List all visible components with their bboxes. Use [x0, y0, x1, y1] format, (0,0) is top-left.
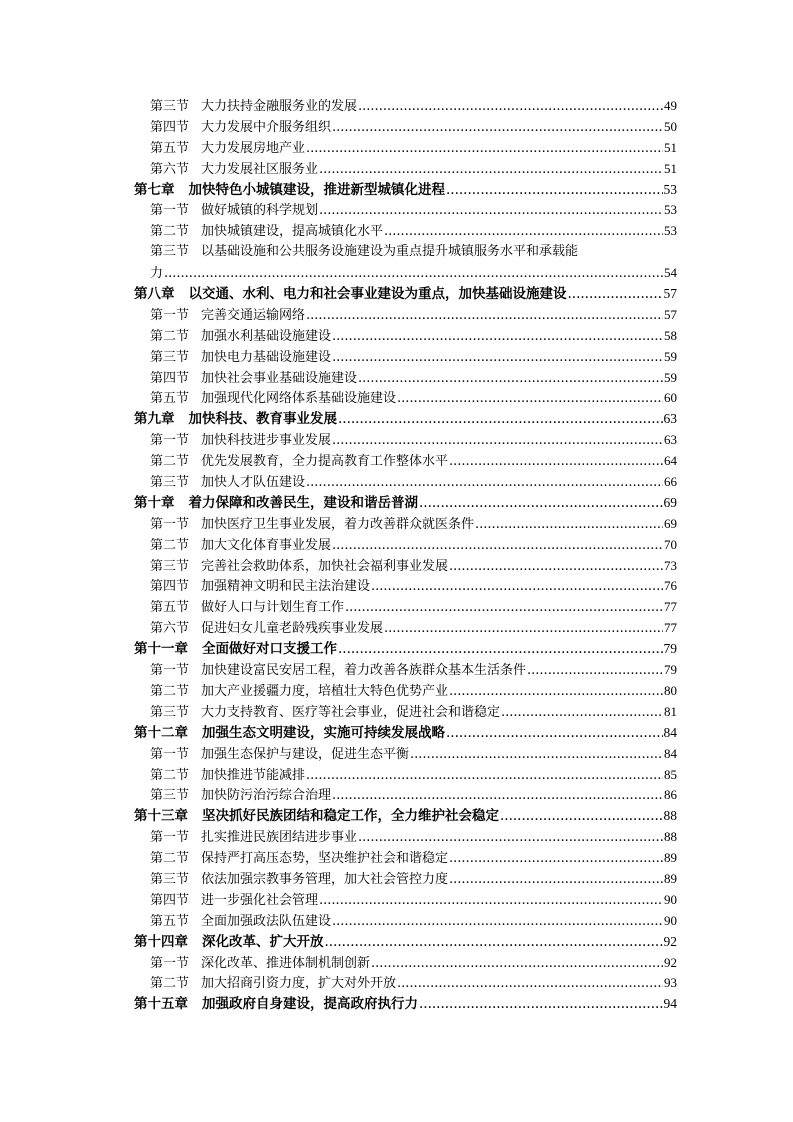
toc-entry-number: 第三节 [150, 349, 190, 365]
toc-section-entry[interactable] [0, 785, 793, 806]
toc-entry-number: 第八章 [134, 286, 175, 303]
toc-entry-number: 第三节 [150, 788, 190, 804]
toc-entry-number: 第二节 [150, 683, 190, 699]
toc-entry-title: 进一步强化社会管理 [201, 892, 319, 908]
dot-leader [500, 806, 663, 827]
toc-page-number: 76 [664, 578, 677, 594]
toc-entry-number: 第九章 [134, 411, 175, 428]
toc-entry-title: 加大产业援疆力度，培植壮大特色优势产业 [201, 683, 449, 699]
toc-chapter-entry[interactable] [0, 932, 793, 953]
toc-section-entry[interactable] [0, 660, 793, 681]
dot-leader [384, 619, 663, 640]
toc-page-number: 79 [664, 662, 677, 678]
dot-leader [446, 723, 663, 744]
toc-entry-title: 加强政府自身建设，提高政府执行力 [202, 996, 418, 1013]
toc-entry-number: 第七章 [134, 181, 175, 198]
toc-page-number: 50 [664, 118, 677, 134]
toc-entry-title: 扎实推进民族团结进步事业 [201, 830, 358, 846]
toc-entry-number: 第二节 [150, 767, 190, 783]
toc-entry-title: 加强精神文明和民主法治建设 [201, 579, 371, 595]
toc-page-number: 77 [664, 620, 677, 636]
dot-leader [371, 954, 663, 975]
toc-section-entry[interactable] [0, 472, 793, 493]
toc-entry-title: 促进妇女儿童老龄残疾事业发展 [201, 621, 384, 637]
toc-entry-number: 第一节 [150, 830, 190, 846]
toc-page-number: 64 [664, 453, 677, 469]
toc-section-entry[interactable] [0, 221, 793, 242]
toc-entry-number: 第五节 [150, 140, 190, 156]
toc-section-entry[interactable] [0, 514, 793, 535]
toc-entry-title: 全面加强政法队伍建设 [201, 913, 332, 929]
toc-entry-title: 加强现代化网络体系基础设施建设 [201, 391, 397, 407]
toc-entry-number: 第五节 [150, 391, 190, 407]
toc-page-number: 92 [663, 933, 677, 949]
toc-entry-number: 第一节 [150, 203, 190, 219]
toc-entry-title: 加强水利基础设施建设 [201, 328, 332, 344]
toc-entry-title: 着力保障和改善民生，建设和谐岳普湖 [188, 494, 418, 511]
toc-page-number: 88 [663, 808, 677, 824]
toc-page-number: 88 [664, 829, 677, 845]
toc-section-entry[interactable] [0, 869, 793, 890]
toc-page-number: 79 [663, 641, 677, 657]
toc-section-entry[interactable] [0, 159, 793, 180]
toc-page-number: 63 [664, 432, 677, 448]
dot-leader [332, 118, 663, 139]
toc-entry-number: 第四节 [150, 892, 190, 908]
toc-entry-title: 加快推进节能减排 [201, 767, 306, 783]
toc-section-entry[interactable] [0, 597, 793, 618]
toc-entry-number: 第一节 [150, 307, 190, 323]
toc-entry-number: 第一节 [150, 516, 190, 532]
dot-leader [449, 870, 663, 891]
toc-page-number: 57 [664, 306, 677, 322]
toc-entry-number: 第四节 [150, 119, 190, 135]
toc-page-number: 81 [664, 703, 677, 719]
toc-section-entry[interactable] [0, 953, 793, 974]
toc-section-entry[interactable] [0, 347, 793, 368]
toc-entry-title: 保持严打高压态势，坚决维护社会和谐稳定 [201, 851, 449, 867]
toc-page-number: 59 [664, 348, 677, 364]
toc-entry-number: 第六节 [150, 621, 190, 637]
toc-entry-title: 依法加强宗教事务管理，加大社会管控力度 [201, 871, 449, 887]
dot-leader [449, 452, 663, 473]
toc-section-entry[interactable] [0, 388, 793, 409]
table-of-contents [0, 96, 793, 1015]
toc-page-number: 66 [664, 474, 677, 490]
toc-page-number: 90 [664, 912, 677, 928]
dot-leader [306, 139, 663, 160]
dot-leader [419, 994, 663, 1015]
toc-chapter-entry[interactable] [0, 806, 793, 827]
dot-leader [319, 160, 663, 181]
dot-leader [384, 222, 663, 243]
toc-section-entry[interactable] [0, 681, 793, 702]
toc-entry-title: 加快科技进步事业发展 [201, 433, 332, 449]
toc-chapter-entry[interactable] [0, 994, 793, 1015]
toc-entry-title: 加快电力基础设施建设 [201, 349, 332, 365]
dot-leader [449, 557, 663, 578]
dot-leader [338, 409, 663, 430]
toc-entry-number: 第二节 [150, 976, 190, 992]
dot-leader [568, 284, 663, 305]
toc-entry-number: 第十五章 [134, 996, 188, 1013]
toc-entry-title: 加快城镇建设，提高城镇化水平 [201, 224, 384, 240]
toc-page-number: 85 [664, 766, 677, 782]
toc-entry-number: 第三节 [150, 558, 190, 574]
toc-page-number: 80 [664, 682, 677, 698]
toc-entry-title: 大力发展社区服务业 [201, 161, 319, 177]
toc-section-entry[interactable] [0, 827, 793, 848]
toc-page-number: 59 [664, 369, 677, 385]
toc-page-number: 84 [663, 724, 677, 740]
toc-section-entry[interactable] [0, 702, 793, 723]
dot-leader [332, 536, 663, 557]
toc-section-entry[interactable] [0, 973, 793, 994]
toc-page-number: 51 [664, 160, 677, 176]
toc-entry-title: 加大文化体育事业发展 [201, 537, 332, 553]
toc-page-number: 70 [664, 536, 677, 552]
toc-entry-number: 第一节 [150, 433, 190, 449]
dot-leader [332, 348, 663, 369]
dot-leader [527, 661, 663, 682]
toc-entry-title: 全面做好对口支援工作 [202, 641, 337, 658]
toc-page-number: 92 [664, 954, 677, 970]
toc-page-number: 84 [664, 745, 677, 761]
toc-section-entry[interactable] [0, 138, 793, 159]
toc-section-entry[interactable] [0, 911, 793, 932]
toc-entry-number: 第十章 [134, 494, 175, 511]
toc-section-entry[interactable] [0, 576, 793, 597]
toc-page-number: 89 [664, 870, 677, 886]
toc-entry-title: 加快防污治污综合治理 [201, 788, 332, 804]
toc-page-number: 51 [664, 139, 677, 155]
dot-leader [306, 766, 663, 787]
toc-entry-title: 加强生态保护与建设，促进生态平衡 [201, 746, 410, 762]
dot-leader [358, 369, 663, 390]
dot-leader [306, 306, 663, 327]
dot-leader [338, 639, 663, 660]
dot-leader [449, 849, 663, 870]
toc-page-number: 53 [664, 223, 677, 239]
toc-page-number: 90 [664, 891, 677, 907]
toc-entry-number: 第五节 [150, 913, 190, 929]
toc-entry-number: 第二节 [150, 328, 190, 344]
toc-chapter-entry[interactable] [0, 493, 793, 514]
toc-entry-title: 大力扶持金融服务业的发展 [201, 99, 358, 114]
toc-section-entry[interactable] [0, 96, 793, 117]
toc-entry-number: 第三节 [150, 244, 190, 260]
toc-page-number: 53 [663, 181, 677, 197]
dot-leader [501, 703, 663, 724]
toc-entry-number: 第二节 [150, 454, 190, 470]
dot-leader [397, 389, 663, 410]
toc-page-number: 49 [664, 98, 677, 113]
toc-page-number: 77 [664, 599, 677, 615]
toc-entry-title: 优先发展教育，全力提高教育工作整体水平 [201, 454, 449, 470]
toc-section-entry[interactable] [0, 326, 793, 347]
dot-leader [410, 745, 663, 766]
toc-section-entry[interactable] [0, 848, 793, 869]
toc-entry-title: 做好城镇的科学规划 [201, 203, 319, 219]
toc-entry-number: 第十二章 [134, 724, 188, 741]
toc-entry-title: 大力发展房地产业 [201, 140, 306, 156]
toc-entry-number: 第二节 [150, 537, 190, 553]
toc-section-entry[interactable] [0, 744, 793, 765]
toc-entry-number: 第一节 [150, 663, 190, 679]
toc-entry-number: 第三节 [150, 871, 190, 887]
toc-entry-number: 第四节 [150, 579, 190, 595]
toc-page-number: 54 [664, 265, 677, 281]
dot-leader [358, 828, 663, 849]
toc-section-entry[interactable] [0, 368, 793, 389]
dot-leader [332, 431, 663, 452]
toc-page-number: 58 [664, 327, 677, 343]
toc-chapter-entry[interactable] [0, 639, 793, 660]
toc-entry-title: 加强生态文明建设，实施可持续发展战略 [202, 724, 445, 741]
toc-entry-number: 第十四章 [134, 933, 188, 950]
toc-page-number: 53 [664, 202, 677, 218]
toc-entry-title: 加快社会事业基础设施建设 [201, 370, 358, 386]
toc-entry-title: 加快特色小城镇建设，推进新型城镇化进程 [188, 181, 445, 198]
toc-page-number: 63 [663, 411, 677, 427]
toc-entry-number: 第十一章 [134, 641, 188, 658]
toc-section-entry[interactable] [0, 618, 793, 639]
toc-section-entry[interactable] [0, 263, 793, 284]
toc-section-entry[interactable] [0, 305, 793, 326]
dot-leader [319, 891, 663, 912]
toc-chapter-entry[interactable] [0, 723, 793, 744]
dot-leader [446, 180, 663, 201]
toc-page-number: 69 [664, 515, 677, 531]
toc-chapter-entry[interactable] [0, 180, 793, 201]
toc-entry-title: 深化改革、扩大开放 [202, 933, 324, 950]
toc-entry-number: 第五节 [150, 600, 190, 616]
toc-page-number: 73 [664, 557, 677, 573]
dot-leader [397, 974, 663, 995]
toc-section-entry[interactable] [0, 430, 793, 451]
dot-leader [325, 932, 663, 953]
toc-entry-title: 坚决抓好民族团结和稳定工作，全力维护社会稳定 [202, 808, 499, 825]
toc-entry-title: 加快建设富民安居工程，着力改善各族群众基本生活条件 [201, 663, 527, 679]
dot-leader [358, 97, 663, 118]
dot-leader [332, 786, 663, 807]
dot-leader [449, 682, 663, 703]
toc-entry-number: 第四节 [150, 370, 190, 386]
toc-section-entry[interactable] [0, 556, 793, 577]
toc-entry-number: 第二节 [150, 224, 190, 240]
toc-entry-title: 深化改革、推进体制机制创新 [201, 955, 371, 971]
toc-entry-number: 第十三章 [134, 808, 188, 825]
toc-entry-number: 第二节 [150, 851, 190, 867]
toc-entry-number: 第一节 [150, 955, 190, 971]
toc-section-entry[interactable] [0, 200, 793, 221]
toc-entry-number: 第六节 [150, 161, 190, 177]
toc-page-number: 60 [664, 390, 677, 406]
dot-leader [164, 264, 663, 285]
toc-entry-number: 第三节 [150, 475, 190, 491]
toc-entry-title: 完善社会救助体系，加快社会福利事业发展 [201, 558, 449, 574]
toc-entry-title: 以交通、水利、电力和社会事业建设为重点，加快基础设施建设 [188, 286, 567, 303]
toc-entry-number: 第一节 [150, 746, 190, 762]
toc-page-number: 93 [664, 975, 677, 991]
dot-leader [419, 493, 663, 514]
dot-leader [345, 598, 663, 619]
dot-leader [475, 515, 663, 536]
toc-entry-title: 以基础设施和公共服务设施建设为重点提升城镇服务水平和承载能 [201, 244, 579, 260]
toc-section-entry[interactable] [0, 242, 793, 263]
toc-page-number: 69 [663, 494, 677, 510]
toc-entry-title: 加大招商引资力度，扩大对外开放 [201, 976, 397, 992]
toc-section-entry[interactable] [0, 451, 793, 472]
toc-entry-title: 力 [150, 266, 164, 282]
toc-section-entry[interactable] [0, 535, 793, 556]
toc-entry-title: 加快人才队伍建设 [201, 475, 306, 491]
toc-page-number: 57 [663, 286, 677, 302]
dot-leader [306, 473, 663, 494]
toc-entry-title: 大力支持教育、医疗等社会事业，促进社会和谐稳定 [201, 704, 501, 720]
dot-leader [332, 912, 663, 933]
toc-page-number: 86 [664, 787, 677, 803]
dot-leader [371, 577, 663, 598]
toc-section-entry[interactable] [0, 765, 793, 786]
toc-entry-title: 完善交通运输网络 [201, 307, 306, 323]
toc-entry-title: 做好人口与计划生育工作 [201, 600, 345, 616]
toc-page-number: 89 [664, 850, 677, 866]
toc-section-entry[interactable] [0, 890, 793, 911]
toc-entry-number: 第三节 [150, 704, 190, 720]
toc-entry-number: 第三节 [150, 99, 190, 114]
toc-entry-title: 大力发展中介服务组织 [201, 119, 332, 135]
toc-entry-title: 加快科技、教育事业发展 [188, 411, 337, 428]
dot-leader [319, 201, 663, 222]
toc-chapter-entry[interactable] [0, 409, 793, 430]
dot-leader [332, 327, 663, 348]
toc-page-number: 94 [663, 996, 677, 1012]
toc-chapter-entry[interactable] [0, 284, 793, 305]
toc-entry-title: 加快医疗卫生事业发展，着力改善群众就医条件 [201, 516, 475, 532]
toc-section-entry[interactable] [0, 117, 793, 138]
